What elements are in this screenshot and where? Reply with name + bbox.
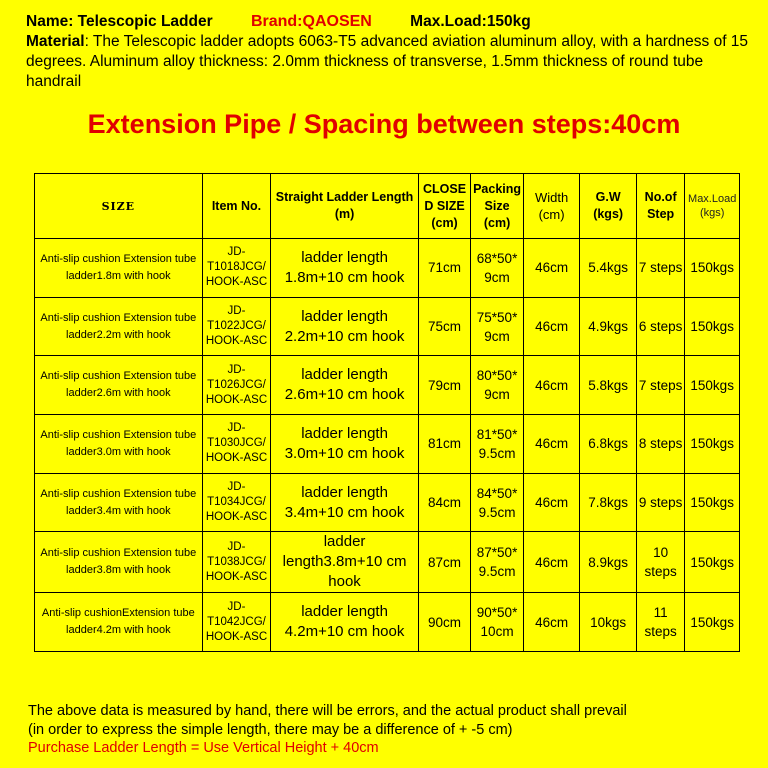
max-load-label: Max.Load:150kg <box>410 13 531 30</box>
row-max-load: 150kgs <box>685 239 740 298</box>
row-size-desc: Anti-slip cushion Extension tube ladder3.4m with hook <box>35 473 203 532</box>
footer-note-2: (in order to express the simple length, there may be a difference of + -5 cm) <box>28 721 513 738</box>
row-packing-size: 68*50* 9cm <box>471 239 524 298</box>
row-steps: 7 steps <box>636 356 684 415</box>
row-closed-size: 90cm <box>418 593 471 652</box>
header-line <box>26 12 756 32</box>
row-packing-size: 90*50* 10cm <box>471 593 524 652</box>
row-width: 46cm <box>523 473 580 532</box>
row-closed-size: 81cm <box>418 415 471 474</box>
row-item-no: JD-T1022JCG/ HOOK-ASC <box>202 297 271 356</box>
table-row <box>35 356 740 415</box>
row-steps: 9 steps <box>636 473 684 532</box>
header-max-load: Max.Load (kgs) <box>685 174 740 239</box>
row-size-desc: Anti-slip cushion Extension tube ladder3.8m with hook <box>35 532 203 593</box>
row-item-no: JD-T1042JCG/ HOOK-ASC <box>202 593 271 652</box>
row-size-desc: Anti-slip cushion Extension tube ladder2.6m with hook <box>35 356 203 415</box>
table-row <box>35 297 740 356</box>
footer-notes <box>28 702 748 758</box>
row-packing-size: 87*50* 9.5cm <box>471 532 524 593</box>
row-length: ladder length 3.0m+10 cm hook <box>271 415 418 474</box>
row-packing-size: 75*50* 9cm <box>471 297 524 356</box>
table-row <box>35 593 740 652</box>
row-max-load: 150kgs <box>685 593 740 652</box>
row-gw: 5.4kgs <box>580 239 637 298</box>
table-row <box>35 473 740 532</box>
header-length: Straight Ladder Length (m) <box>271 174 418 239</box>
header-closed-size: CLOSE D SIZE (cm) <box>418 174 471 239</box>
row-length: ladder length 1.8m+10 cm hook <box>271 239 418 298</box>
row-length: ladder length 3.4m+10 cm hook <box>271 473 418 532</box>
row-max-load: 150kgs <box>685 356 740 415</box>
header-packing-size: Packing Size (cm) <box>471 174 524 239</box>
row-closed-size: 87cm <box>418 532 471 593</box>
row-width: 46cm <box>523 297 580 356</box>
row-width: 46cm <box>523 593 580 652</box>
row-closed-size: 79cm <box>418 356 471 415</box>
row-length: ladder length 2.2m+10 cm hook <box>271 297 418 356</box>
subtitle: Extension Pipe / Spacing between steps:40cm <box>87 109 681 139</box>
table-header-row <box>35 174 740 239</box>
spec-table <box>34 173 740 652</box>
row-length: ladder length 2.6m+10 cm hook <box>271 356 418 415</box>
header-width: Width (cm) <box>523 174 580 239</box>
table-row <box>35 239 740 298</box>
table-row <box>35 532 740 593</box>
row-size-desc: Anti-slip cushion Extension tube ladder2.2m with hook <box>35 297 203 356</box>
row-width: 46cm <box>523 356 580 415</box>
header-steps: No.of Step <box>636 174 684 239</box>
table-row <box>35 415 740 474</box>
row-max-load: 150kgs <box>685 473 740 532</box>
row-gw: 8.9kgs <box>580 532 637 593</box>
row-item-no: JD-T1030JCG/ HOOK-ASC <box>202 415 271 474</box>
header-gw: G.W (kgs) <box>580 174 637 239</box>
row-size-desc: Anti-slip cushionExtension tube ladder4.2m with hook <box>35 593 203 652</box>
footer-note-1: The above data is measured by hand, there will be errors, and the actual product shall prevail <box>28 703 627 719</box>
row-width: 46cm <box>523 532 580 593</box>
header-item-no: Item No. <box>202 174 271 239</box>
row-steps: 8 steps <box>636 415 684 474</box>
row-length: ladder length 4.2m+10 cm hook <box>271 593 418 652</box>
row-item-no: JD-T1034JCG/ HOOK-ASC <box>202 473 271 532</box>
material-description <box>26 32 756 92</box>
table-body <box>35 239 740 652</box>
row-closed-size: 75cm <box>418 297 471 356</box>
row-gw: 7.8kgs <box>580 473 637 532</box>
row-gw: 5.8kgs <box>580 356 637 415</box>
row-gw: 6.8kgs <box>580 415 637 474</box>
footer-note-3: Purchase Ladder Length = Use Vertical Height + 40cm <box>28 740 379 756</box>
row-packing-size: 81*50* 9.5cm <box>471 415 524 474</box>
row-size-desc: Anti-slip cushion Extension tube ladder1.8m with hook <box>35 239 203 298</box>
row-packing-size: 84*50* 9.5cm <box>471 473 524 532</box>
row-steps: 6 steps <box>636 297 684 356</box>
row-item-no: JD-T1026JCG/ HOOK-ASC <box>202 356 271 415</box>
row-max-load: 150kgs <box>685 532 740 593</box>
row-packing-size: 80*50* 9cm <box>471 356 524 415</box>
header-size: SIZE <box>35 174 203 239</box>
row-item-no: JD-T1038JCG/ HOOK-ASC <box>202 532 271 593</box>
material-text: : The Telescopic ladder adopts 6063-T5 advanced aviation aluminum alloy, with a hardness of 15 degrees. Aluminum alloy thickness: 2.0mm thickness of transverse, 1.5mm thickness of round tube handrail <box>26 33 749 90</box>
row-size-desc: Anti-slip cushion Extension tube ladder3.0m with hook <box>35 415 203 474</box>
row-steps: 10 steps <box>636 532 684 593</box>
row-max-load: 150kgs <box>685 297 740 356</box>
row-closed-size: 84cm <box>418 473 471 532</box>
product-name: Name: Telescopic Ladder <box>26 13 213 30</box>
row-gw: 10kgs <box>580 593 637 652</box>
row-steps: 7 steps <box>636 239 684 298</box>
row-length: ladder length3.8m+10 cm hook <box>271 532 418 593</box>
row-max-load: 150kgs <box>685 415 740 474</box>
material-label: Material <box>26 33 85 50</box>
header <box>26 12 756 92</box>
row-steps: 11 steps <box>636 593 684 652</box>
row-width: 46cm <box>523 239 580 298</box>
row-gw: 4.9kgs <box>580 297 637 356</box>
row-item-no: JD-T1018JCG/ HOOK-ASC <box>202 239 271 298</box>
row-width: 46cm <box>523 415 580 474</box>
row-closed-size: 71cm <box>418 239 471 298</box>
brand-label: Brand:QAOSEN <box>250 13 372 30</box>
